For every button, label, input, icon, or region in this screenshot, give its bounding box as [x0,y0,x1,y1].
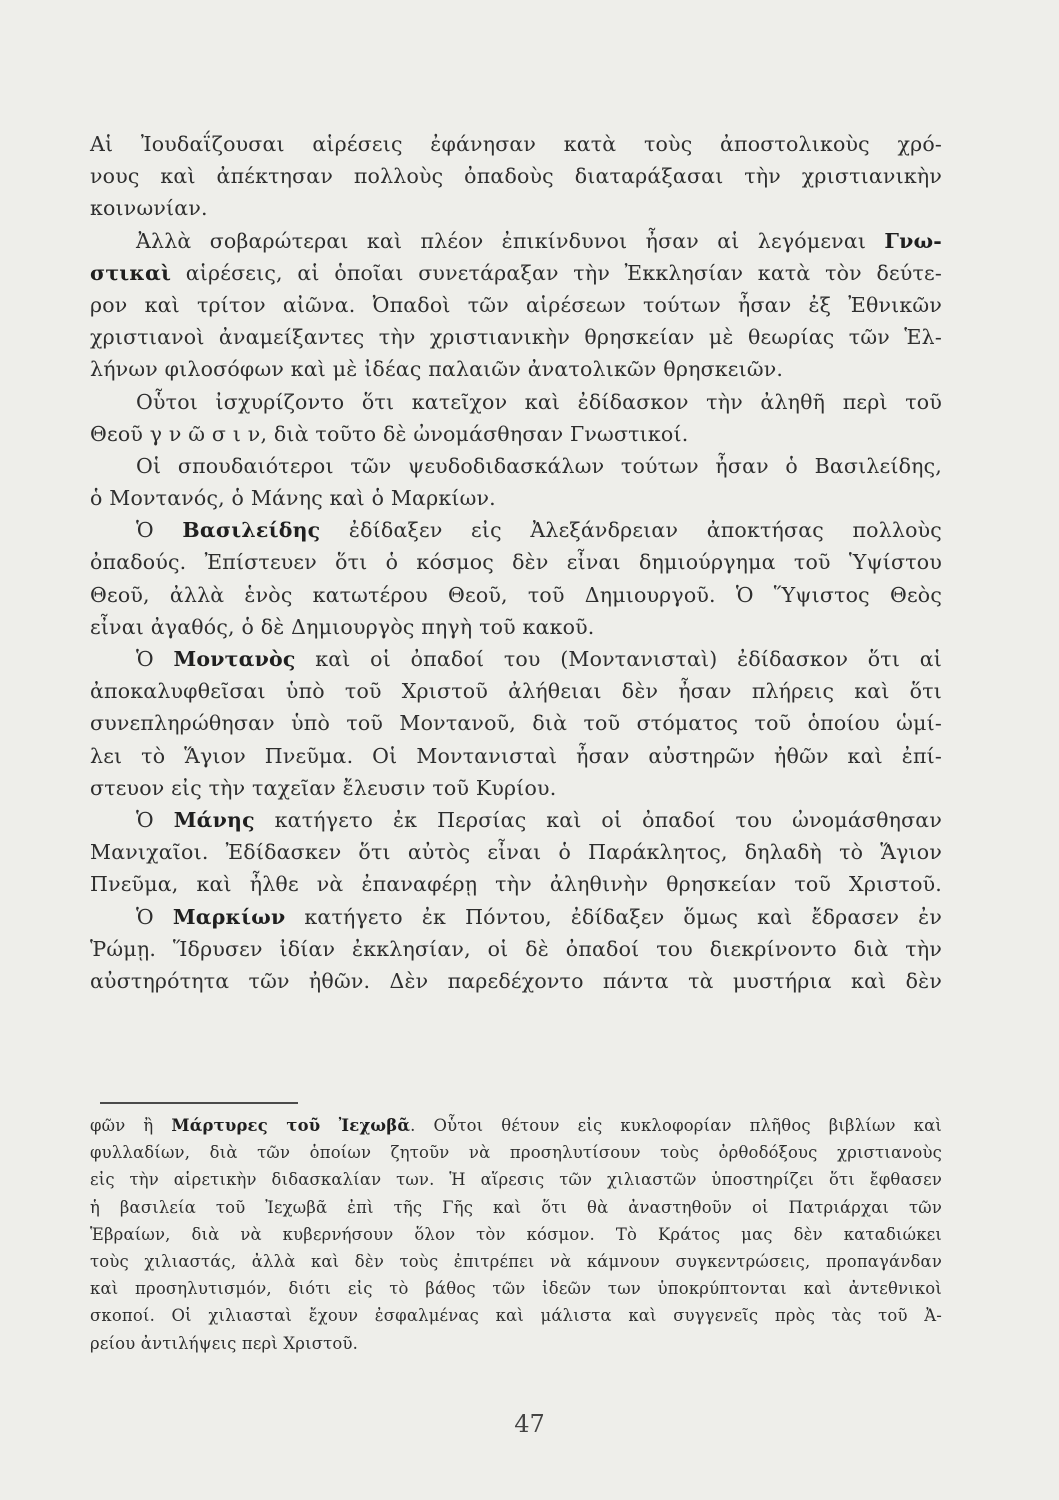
text-line: Οὗτοι ἰσχυρίζοντο ὅτι κατεῖχον καὶ ἐδίδασκον τὴν ἀληθῆ περὶ τοῦ [136,389,942,414]
text-line: Πνεῦμα, καὶ ἦλθε νὰ ἐπαναφέρῃ τὴν ἀληθινὴν θρησκείαν τοῦ Χριστοῦ. [90,872,942,897]
text-line: Ὁ Μάνης κατήγετο ἐκ Περσίας καὶ οἱ ὀπαδοί του ὠνομάσθησαν [136,807,942,832]
footnote-line: Ἑβραίων, διὰ νὰ κυβερνήσουν ὅλον τὸν κόσμον. Τὸ Κράτος μας δὲν καταδιώκει [90,1224,942,1244]
text-line: κοινωνίαν. [90,196,208,221]
footnote-line: εἰς τὴν αἱρετικὴν διδασκαλίαν των. Ἡ αἵρεσις τῶν χιλιαστῶν ὑποστηρίζει ὅτι ἔφθασεν [90,1170,942,1190]
text-line: Αἱ Ἰουδαΐζουσαι αἱρέσεις ἐφάνησαν κατὰ τοὺς ἀποστολικοὺς χρό- [90,132,942,156]
text-line: ὁ Μοντανός, ὁ Μάνης καὶ ὁ Μαρκίων. [90,486,496,511]
text-line: στευον εἰς τὴν ταχεῖαν ἔλευσιν τοῦ Κυρίου. [90,775,557,800]
text-line: χριστιανοὶ ἀναμείξαντες τὴν χριστιανικὴν θρησκείαν μὲ θεωρίας τῶν Ἑλ- [90,325,942,350]
bold-term: στικαὶ [90,260,172,285]
text-line: Μανιχαῖοι. Ἐδίδασκεν ὅτι αὐτὸς εἶναι ὁ Παράκλητος, δηλαδὴ τὸ Ἅγιον [90,840,942,865]
footnote-line: καὶ προσηλυτισμόν, διότι εἰς τὸ βάθος τῶν ἰδεῶν των ὑποκρύπτονται καὶ ἀντεθνικοὶ [90,1279,942,1299]
bold-term: Γνω- [884,228,942,253]
footnote-line: φυλλαδίων, διὰ τῶν ὁποίων ζητοῦν νὰ προσηλυτίσουν τοὺς ὀρθοδόξους χριστιανοὺς [90,1143,942,1163]
text-line: ὀπαδούς. Ἐπίστευεν ὅτι ὁ κόσμος δὲν εἶναι δημιούργημα τοῦ Ὑψίστου [90,550,942,575]
text-line: Ὁ Μοντανὸς καὶ οἱ ὀπαδοί του (Μοντανισταὶ) ἐδίδασκον ὅτι αἱ [136,647,942,671]
page-number: 47 [514,1410,545,1438]
footnote-divider [100,1102,298,1104]
footnote-line: σκοποί. Οἱ χιλιασταὶ ἔχουν ἐσφαλμένας καὶ μάλιστα καὶ συγγενεῖς πρὸς τὰς τοῦ Ἀ- [90,1306,942,1326]
text-line: νους καὶ ἀπέκτησαν πολλοὺς ὀπαδοὺς διαταράξασαι τὴν χριστιανικὴν [90,164,942,189]
text-line: Θεοῦ, ἀλλὰ ἑνὸς κατωτέρου Θεοῦ, τοῦ Δημιουργοῦ. Ὁ Ὕψιστος Θεὸς [90,582,942,607]
text-line: αὐστηρότητα τῶν ἠθῶν. Δὲν παρεδέχοντο πάντα τὰ μυστήρια καὶ δὲν [90,968,942,993]
text-line: Ἀλλὰ σοβαρώτεραι καὶ πλέον ἐπικίνδυνοι ἦσαν αἱ λεγόμεναι Γνω- [136,228,942,253]
text-line: Ὁ Μαρκίων κατήγετο ἐκ Πόντου, ἐδίδαξεν ὅμως καὶ ἔδρασεν ἐν [136,904,942,929]
footnote-line: τοὺς χιλιαστάς, ἀλλὰ καὶ δὲν τοὺς ἐπιτρέπει νὰ κάμνουν συγκεντρώσεις, προπαγάνδαν [90,1251,942,1271]
text-line: Οἱ σπουδαιότεροι τῶν ψευδοδιδασκάλων τούτων ἦσαν ὁ Βασιλείδης, [136,453,942,478]
footnote-line: ἡ βασιλεία τοῦ Ἰεχωβᾶ ἐπὶ τῆς Γῆς καὶ ὅτι θὰ ἀναστηθοῦν οἱ Πατριάρχαι τῶν [90,1197,942,1217]
footnote-line: φῶν ἢ Μάρτυρες τοῦ Ἰεχωβᾶ. Οὗτοι θέτουν εἰς κυκλοφορίαν πλῆθος βιβλίων καὶ [90,1116,942,1135]
bold-term: Μοντανὸς [173,647,296,671]
text-line: Θεοῦ γ ν ῶ σ ι ν, διὰ τοῦτο δὲ ὠνομάσθησαν Γνωστικοί. [90,421,689,446]
text-line: λει τὸ Ἅγιον Πνεῦμα. Οἱ Μοντανισταὶ ἦσαν αὐστηρῶν ἠθῶν καὶ ἐπί- [90,743,942,768]
text-line: Ῥώμῃ. Ἵδρυσεν ἰδίαν ἐκκλησίαν, οἱ δὲ ὀπαδοί του διεκρίνοντο διὰ τὴν [90,936,942,961]
footnote-line: ρείου ἀντιλήψεις περὶ Χριστοῦ. [90,1333,359,1353]
footnote [90,1112,942,1357]
text-line: ρον καὶ τρίτον αἰῶνα. Ὀπαδοὶ τῶν αἱρέσεων τούτων ἦσαν ἐξ Ἐθνικῶν [90,292,942,317]
bold-term: Βασιλείδης [182,518,321,543]
text-line: εἶναι ἀγαθός, ὁ δὲ Δημιουργὸς πηγὴ τοῦ κακοῦ. [90,614,595,639]
text-line: στικαὶ αἱρέσεις, αἱ ὁποῖαι συνετάραξαν τὴν Ἐκκλησίαν κατὰ τὸν δεύτε- [90,260,942,285]
text-line: λήνων φιλοσόφων καὶ μὲ ἰδέας παλαιῶν ἀνατολικῶν θρησκειῶν. [90,357,784,382]
bold-term: Μάρτυρες τοῦ Ἰεχωβᾶ [171,1116,411,1135]
bold-term: Μαρκίων [172,904,286,929]
text-line: ἀποκαλυφθεῖσαι ὑπὸ τοῦ Χριστοῦ ἀλήθειαι δὲν ἦσαν πλήρεις καὶ ὅτι [90,679,942,704]
bold-term: Μάνης [173,807,255,832]
text-line: Ὁ Βασιλείδης ἐδίδαξεν εἰς Ἀλεξάνδρειαν ἀποκτήσας πολλοὺς [136,518,942,543]
main-text [90,128,942,997]
text-line: συνεπληρώθησαν ὑπὸ τοῦ Μοντανοῦ, διὰ τοῦ στόματος τοῦ ὁποίου ὡμί- [90,711,942,736]
